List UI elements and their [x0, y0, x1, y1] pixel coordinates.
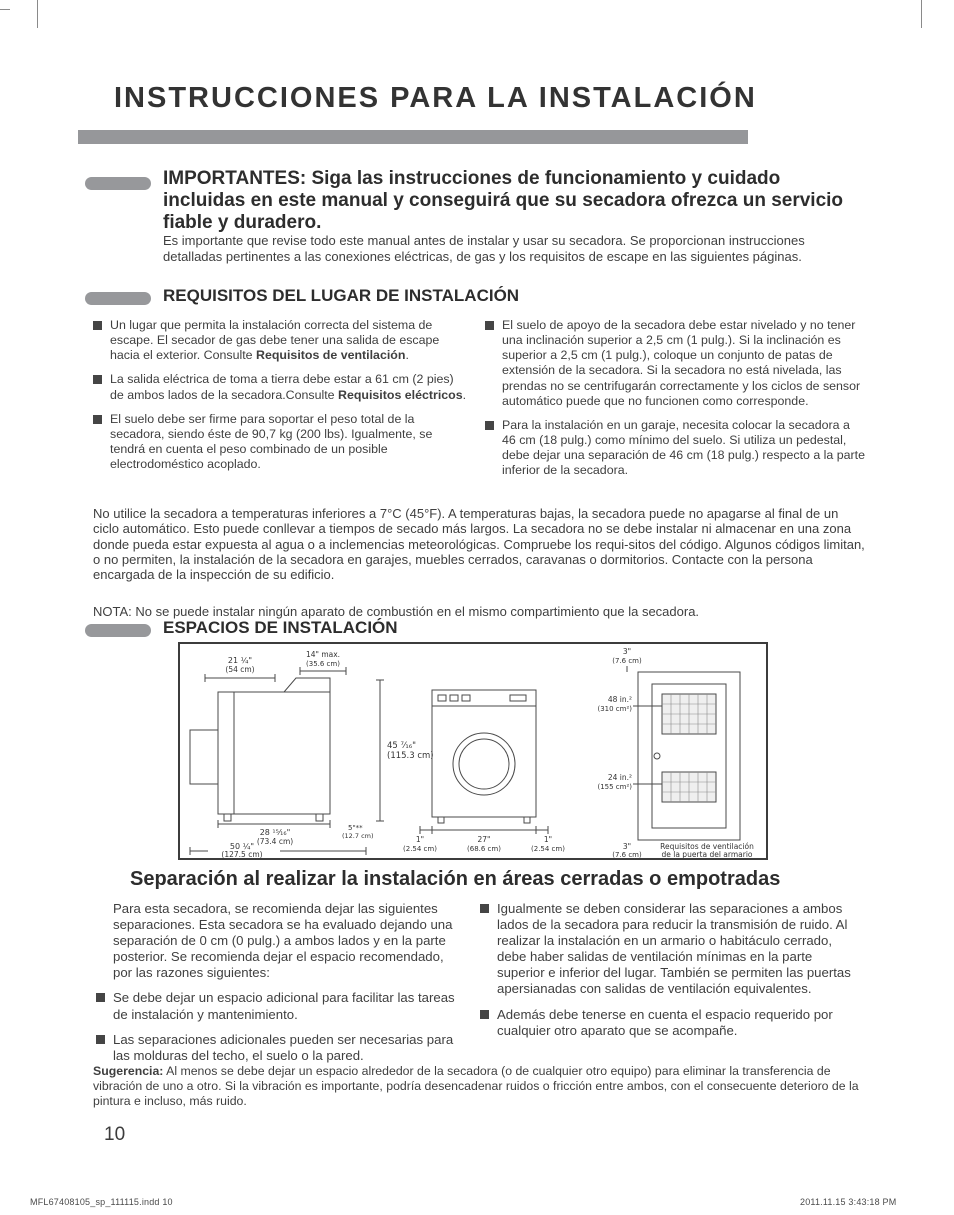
separacion-columns: [96, 901, 856, 1073]
sugerencia-text: Al menos se debe dejar un espacio alrededor de la secadora (o de cualquier otro equipo) para eliminar la transferencia de vibración de uno a otro. Si la vibración es importante, podría desencadenar ruidos o fricción entre ambos, con el consecuente deterioro de la pintura e incluso, más ruido.: [93, 1064, 859, 1108]
dim-total-depth-cm-label: (127.5 cm): [221, 850, 263, 858]
sugerencia-label: Sugerencia:: [93, 1064, 164, 1078]
footer-file-info: MFL67408105_sp_111115.indd 10: [30, 1197, 173, 1207]
list-item-text: [110, 412, 469, 473]
list-item-text: Para la instalación en un garaje, necesita colocar la secadora a 46 cm (18 pulg.) como mínimo del suelo. Si utiliza un pedestal, debe dejar una separación de 46 cm (18 pulg.) respecto a la parte inferior de la secadora.: [502, 417, 866, 478]
vent-bottom-cm-label: (155 cm²): [597, 783, 632, 791]
bullet-square-icon: [485, 321, 494, 330]
dim-body-depth-label: 28 ¹⁵⁄₁₆": [259, 828, 291, 837]
list-item: [93, 318, 469, 363]
requisitos-left-column: [93, 318, 469, 487]
list-item: [93, 412, 469, 473]
dim-side-left-label: 1": [415, 835, 425, 844]
separacion-heading: Separación al realizar la instalación en áreas cerradas o empotradas: [130, 868, 781, 890]
temperature-note-paragraph: No utilice la secadora a temperaturas inferiores a 7°C (45°F). A temperaturas bajas, la secadora puede no apagarse al final de un ciclo automático. Esto puede conllevar a tiempos de secado más largos. La secadora no se debe instalar ni almacenar en una zona donde pueda estar expuesta al agua o a inclemencias meteorológicas. Compruebe los requi-sitos del código. Algunos códigos limitan, o no permiten, la instalación de la secadora en garajes, muebles cerrados, caravanas o dormitorios. Contacte con la persona encargada de la inspección de su edificio.: [93, 506, 865, 583]
importantes-body: Es importante que revise todo este manual antes de instalar y usar su secadora. Se proporcionan instrucciones detalladas pertinentes a las conexiones eléctricas, de gas y los requisitos de escape en las siguientes páginas.: [163, 233, 805, 264]
nota-line: NOTA: No se puede instalar ningún aparato de combustión en el mismo compartimiento que la secadora.: [93, 604, 700, 619]
separacion-right-column: [480, 901, 856, 1073]
list-item: [485, 318, 865, 409]
requisitos-columns: [93, 318, 865, 487]
dim-height-cm-label: (115.3 cm): [387, 751, 434, 761]
text-run: El suelo debe ser firme para soportar el peso total de la secadora, siendo éste de 90,7 kg (200 lbs). Igualmente, se tendrá en cuenta el peso combinado de un posible electrodoméstico acoplado.: [110, 411, 433, 471]
installation-spaces-diagram: [178, 642, 768, 860]
text-run: .: [405, 348, 409, 363]
bullet-square-icon: [96, 1035, 105, 1044]
dim-rear-gap-cm-label: (12.7 cm): [342, 832, 374, 840]
dim-door-open-cm-label: (35.6 cm): [306, 660, 340, 668]
clearance-diagram-svg: [180, 644, 766, 858]
dim-depth-label: 21 ¼": [227, 656, 253, 665]
dim-body-depth-cm-label: (73.4 cm): [256, 837, 294, 846]
importantes-heading: IMPORTANTES: Siga las instrucciones de funcionamiento y cuidado incluidas en este manual y conseguirá que su secadora ofrezca un servicio fiable y duradero.: [163, 168, 844, 234]
front-view-dryer: [420, 690, 548, 834]
list-item: [485, 418, 865, 479]
text-run: .: [462, 387, 467, 402]
dim-bottom-gap-label: 3": [622, 842, 632, 851]
bullet-square-icon: [93, 415, 102, 424]
list-item-text: [110, 372, 469, 402]
closet-door: [627, 666, 740, 840]
list-item-text: Igualmente se deben considerar las separaciones a ambos lados de la secadora para reducir la transmisión de ruido. Al realizar la instalación en un armario o habitáculo cerrado, debe haber salidas de ventilación mínimas en la parte superior e inferior del lugar. También se permiten las puertas apersianadas con salidas de ventilación equivalentes.: [497, 901, 851, 997]
list-item-text: Las separaciones adicionales pueden ser necesarias para las molduras del techo, el suelo o la pared.: [113, 1031, 454, 1063]
text-run-bold: Requisitos eléctricos: [338, 387, 463, 402]
crop-mark-top-left-icon: [37, 0, 38, 28]
list-item: [96, 1032, 464, 1064]
closet-caption-line2: de la puerta del armario: [661, 850, 753, 858]
bullet-square-icon: [480, 904, 489, 913]
text-run: La salida eléctrica de toma a tierra debe estar a 61 cm (2 pies) de ambos lados de la secadora.Consulte: [110, 372, 454, 402]
list-item-text: Se debe dejar un espacio adicional para facilitar las tareas de instalación y mantenimiento.: [113, 990, 455, 1022]
list-item-text: [110, 318, 469, 363]
crop-mark-left-icon: [0, 9, 10, 10]
vent-top-label: 48 in.²: [607, 695, 632, 704]
bullet-square-icon: [96, 993, 105, 1002]
page-title: INSTRUCCIONES PARA LA INSTALACIÓN: [114, 82, 757, 114]
page-number: 10: [104, 1124, 126, 1145]
requisitos-pill: [85, 292, 151, 305]
dim-bottom-gap-cm-label: (7.6 cm): [612, 851, 642, 858]
requisitos-heading: REQUISITOS DEL LUGAR DE INSTALACIÓN: [163, 286, 520, 305]
list-item-text: Además debe tenerse en cuenta el espacio requerido por cualquier otro aparato que se acompañe.: [497, 1006, 833, 1038]
dim-side-right-label: 1": [543, 835, 553, 844]
bullet-square-icon: [93, 375, 102, 384]
dim-side-left-cm-label: (2.54 cm): [403, 845, 437, 853]
dim-width-cm-label: (68.6 cm): [467, 845, 501, 853]
requisitos-right-column: [485, 318, 865, 487]
list-item: [96, 990, 464, 1022]
vent-bottom-label: 24 in.²: [607, 773, 632, 782]
dim-width-label: 27": [477, 835, 491, 844]
bullet-square-icon: [480, 1010, 489, 1019]
list-item-text: El suelo de apoyo de la secadora debe estar nivelado y no tener una inclinación superior a 2,5 cm (1 pulg.). Si la inclinación es superior a 2,5 cm (1 pulg.), coloque un conjunto de patas de extensión de la secadora. Si la secadora no está nivelada, las prendas no se centrifugarán correctamente y los ciclos de sensor automático puede que no funcionen como corresponde.: [502, 318, 861, 408]
closet-caption-line1: Requisitos de ventilación: [660, 842, 754, 851]
dim-total-depth-label: 50 ¼": [229, 842, 255, 851]
dim-top-gap-label: 3": [622, 647, 632, 656]
bullet-square-icon: [93, 321, 102, 330]
list-item: [480, 901, 856, 998]
espacios-pill: [85, 624, 151, 637]
separacion-intro: Para esta secadora, se recomienda dejar las siguientes separaciones. Esta secadora se ha evaluado dejando una separación de 0 cm (0 pulg.) a ambos lados y en la parte posterior. Se recomienda dejar el espacio recomendado, por las razones siguientes:: [113, 901, 453, 981]
separacion-left-column: [96, 901, 464, 1073]
dim-top-gap-cm-label: (7.6 cm): [612, 657, 642, 665]
title-underline-bar: [78, 130, 748, 144]
bullet-square-icon: [485, 421, 494, 430]
dim-side-right-cm-label: (2.54 cm): [531, 845, 565, 853]
importantes-pill: [85, 177, 151, 190]
list-item: [93, 372, 469, 402]
footer-timestamp: 2011.11.15 3:43:18 PM: [800, 1197, 897, 1207]
espacios-heading: ESPACIOS DE INSTALACIÓN: [163, 618, 398, 637]
text-run: Un lugar que permita la instalación correcta del sistema de escape. El secador de gas debe tener una salida de escape hacia el exterior. Consulte: [110, 318, 440, 363]
vent-top-cm-label: (310 cm²): [597, 705, 632, 713]
dim-rear-gap-label: 5"**: [348, 824, 363, 832]
list-item: [480, 1007, 856, 1039]
sugerencia-paragraph: [93, 1064, 871, 1108]
dim-height-label: 45 ⁷⁄₁₆": [387, 741, 417, 751]
crop-mark-top-right-icon: [921, 0, 922, 28]
dim-depth-cm-label: (54 cm): [225, 665, 255, 674]
text-run-bold: Requisitos de ventilación: [256, 348, 406, 363]
dim-door-open-label: 14" max.: [305, 650, 341, 659]
